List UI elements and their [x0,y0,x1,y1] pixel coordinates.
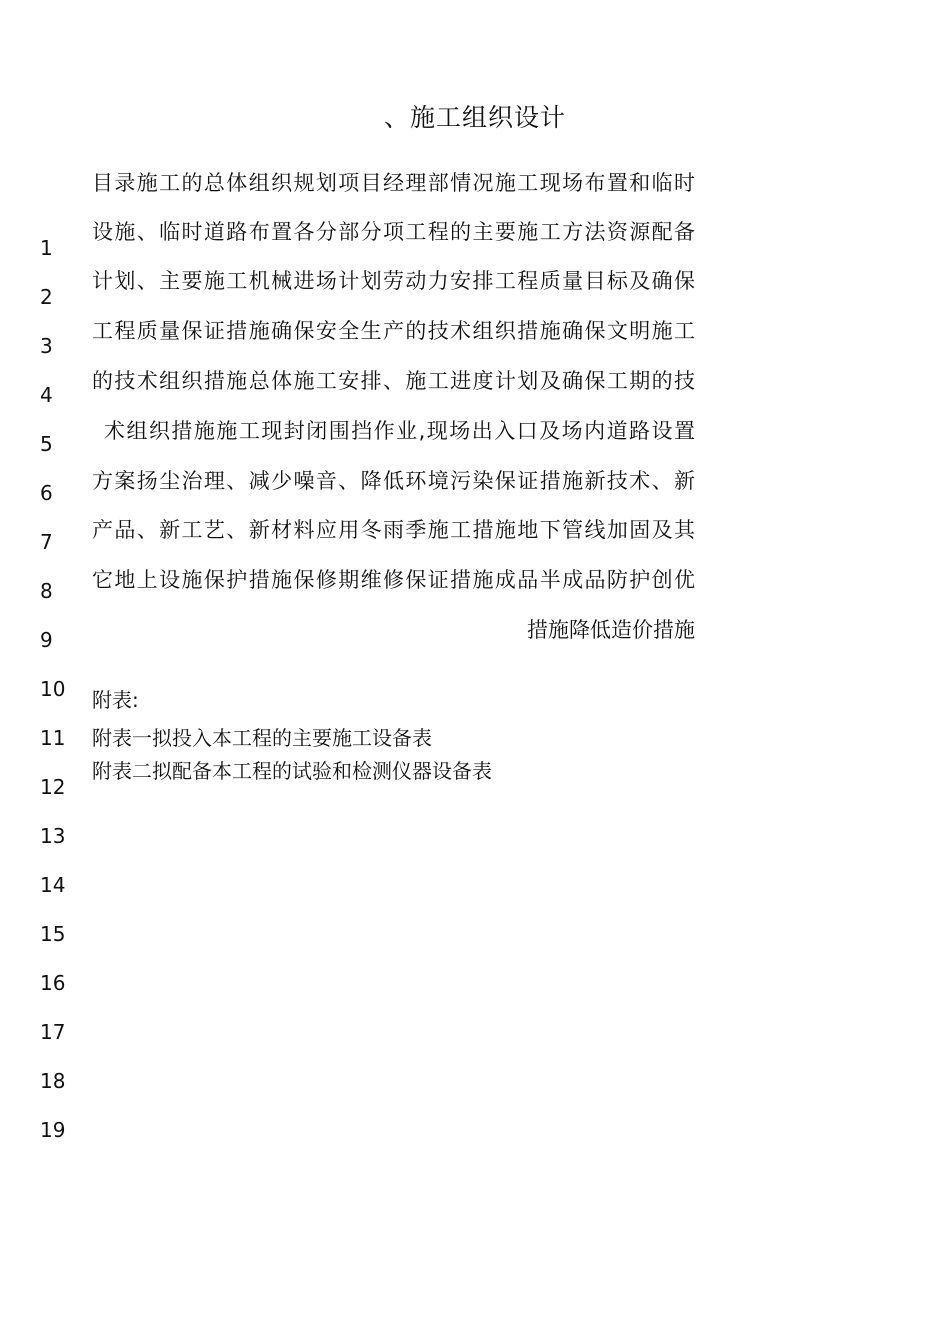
toc-line: 目录施工的总体组织规划项目经理部情况施工现场布置和临时 [92,171,695,195]
line-number: 2 [40,285,53,309]
line-number: 16 [40,971,66,995]
document-title: 、施工组织设计 [383,103,566,132]
line-number: 1 [40,236,53,260]
toc-line: 它地上设施保护措施保修期维修保证措施成品半成品防护创优 [92,568,695,592]
line-number: 5 [40,432,53,456]
line-number: 14 [40,873,66,897]
line-number: 12 [40,775,66,799]
toc-line: 的技术组织措施总体施工安排、施工进度计划及确保工期的技 [92,369,695,393]
appendix-heading: 附表: [92,688,139,712]
line-number: 15 [40,922,66,946]
toc-line: 工程质量保证措施确保安全生产的技术组织措施确保文明施工 [92,319,695,343]
toc-line: 术组织措施施工现封闭围挡作业,现场出入口及场内道路设置 [104,419,695,443]
line-number: 7 [40,530,53,554]
line-number: 4 [40,383,53,407]
line-number: 9 [40,628,53,652]
toc-line: 方案扬尘治理、减少噪音、降低环境污染保证措施新技术、新 [92,469,695,493]
line-number: 18 [40,1069,66,1093]
line-number: 10 [40,677,66,701]
toc-line: 产品、新工艺、新材料应用冬雨季施工措施地下管线加固及其 [92,518,695,542]
appendix-item: 附表一拟投入本工程的主要施工设备表 [92,726,432,750]
line-number: 11 [40,726,66,750]
toc-line: 设施、临时道路布置各分部分项工程的主要施工方法资源配备 [92,220,695,244]
line-number: 6 [40,481,53,505]
toc-line-last: 措施降低造价措施 [527,618,695,642]
line-number: 19 [40,1118,66,1142]
appendix-item: 附表二拟配备本工程的试验和检测仪器设备表 [92,759,492,783]
line-number: 3 [40,334,53,358]
line-number: 8 [40,579,53,603]
toc-line: 计划、主要施工机械进场计划劳动力安排工程质量目标及确保 [92,269,695,293]
line-number: 13 [40,824,66,848]
line-number: 17 [40,1020,66,1044]
